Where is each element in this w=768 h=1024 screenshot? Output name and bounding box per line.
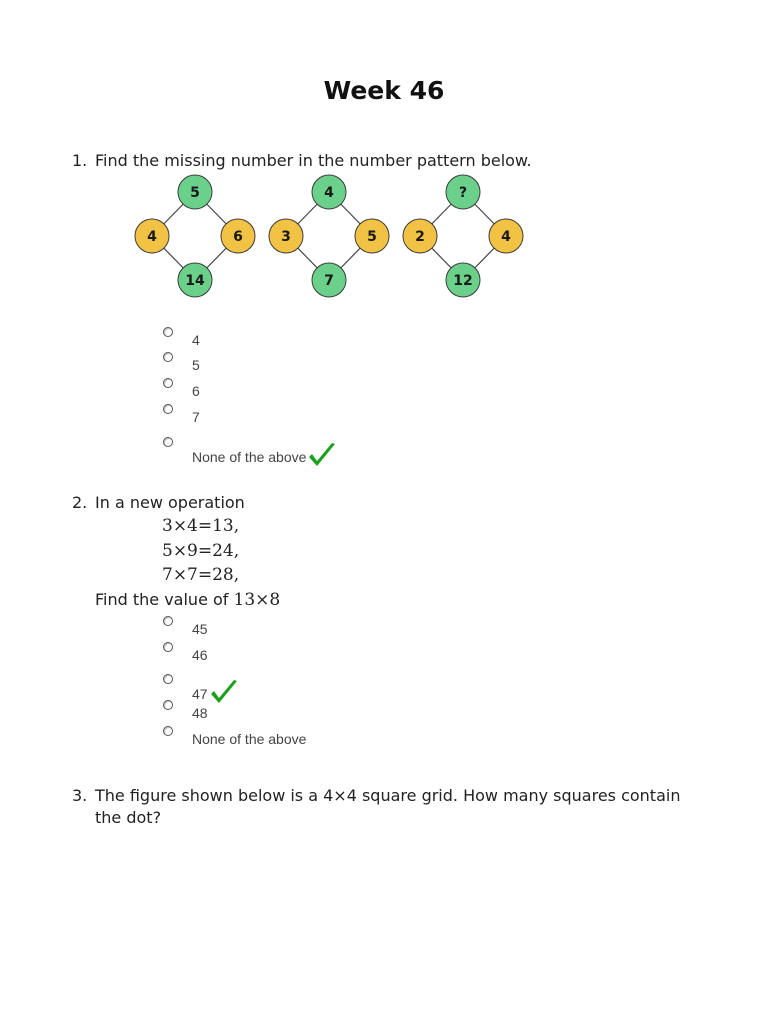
question-text-continued: the dot?	[95, 808, 162, 827]
question-text: Find the missing number in the number pattern below.	[95, 151, 532, 170]
diagram-node-value: 7	[324, 273, 334, 289]
option-label: 48	[192, 705, 208, 721]
option-label: 5	[192, 357, 200, 373]
diagram-node-value: 5	[190, 185, 200, 201]
page-title: Week 46	[323, 76, 445, 105]
diagram-node-value: 4	[501, 229, 511, 245]
question-number: 1.	[72, 151, 88, 170]
option-label: 6	[192, 383, 200, 399]
option-label: 47	[192, 686, 208, 702]
find-label: Find the value of	[95, 590, 229, 609]
question-text: The figure shown below is a 4×4 square grid. How many squares contain	[95, 786, 681, 805]
diagram-node-value: 12	[453, 273, 473, 289]
diagram-node-value: 6	[233, 229, 243, 245]
option-label: 46	[192, 647, 208, 663]
question-number: 2.	[72, 493, 88, 512]
diagram-node-value: 5	[367, 229, 377, 245]
question-number: 3.	[72, 786, 88, 805]
diagram-node-value: 3	[281, 229, 291, 245]
radio-button[interactable]	[163, 404, 173, 414]
diagram-node-value: 4	[147, 229, 157, 245]
option-label: None of the above	[192, 731, 307, 747]
radio-button[interactable]	[163, 352, 173, 362]
radio-button[interactable]	[163, 327, 173, 337]
option-label: None of the above	[192, 449, 307, 465]
equation-1: 3×4=13,	[162, 516, 240, 536]
radio-button[interactable]	[163, 616, 173, 626]
question-2	[72, 492, 245, 514]
equation-2: 5×9=24,	[162, 541, 240, 561]
radio-button[interactable]	[163, 642, 173, 652]
option-label: 4	[192, 332, 200, 348]
question-text: In a new operation	[95, 493, 245, 512]
question-1	[72, 150, 532, 172]
radio-button[interactable]	[163, 726, 173, 736]
find-expression: 13×8	[233, 590, 281, 610]
radio-button[interactable]	[163, 700, 173, 710]
radio-button[interactable]	[163, 437, 173, 447]
radio-button[interactable]	[163, 674, 173, 684]
checkmark-icon	[209, 679, 239, 705]
diagram-node-value: 4	[324, 185, 334, 201]
diagram-node-value: 14	[185, 273, 205, 289]
checkmark-icon	[307, 442, 337, 468]
diagram-node-value: 2	[415, 229, 425, 245]
option-label: 45	[192, 621, 208, 637]
find-value-text	[95, 590, 280, 610]
option-label: 7	[192, 409, 200, 425]
radio-button[interactable]	[163, 378, 173, 388]
number-pattern-diagram	[134, 172, 534, 302]
equation-3: 7×7=28,	[162, 565, 240, 585]
diagram-node-value: ?	[458, 185, 468, 201]
question-3	[72, 785, 702, 829]
